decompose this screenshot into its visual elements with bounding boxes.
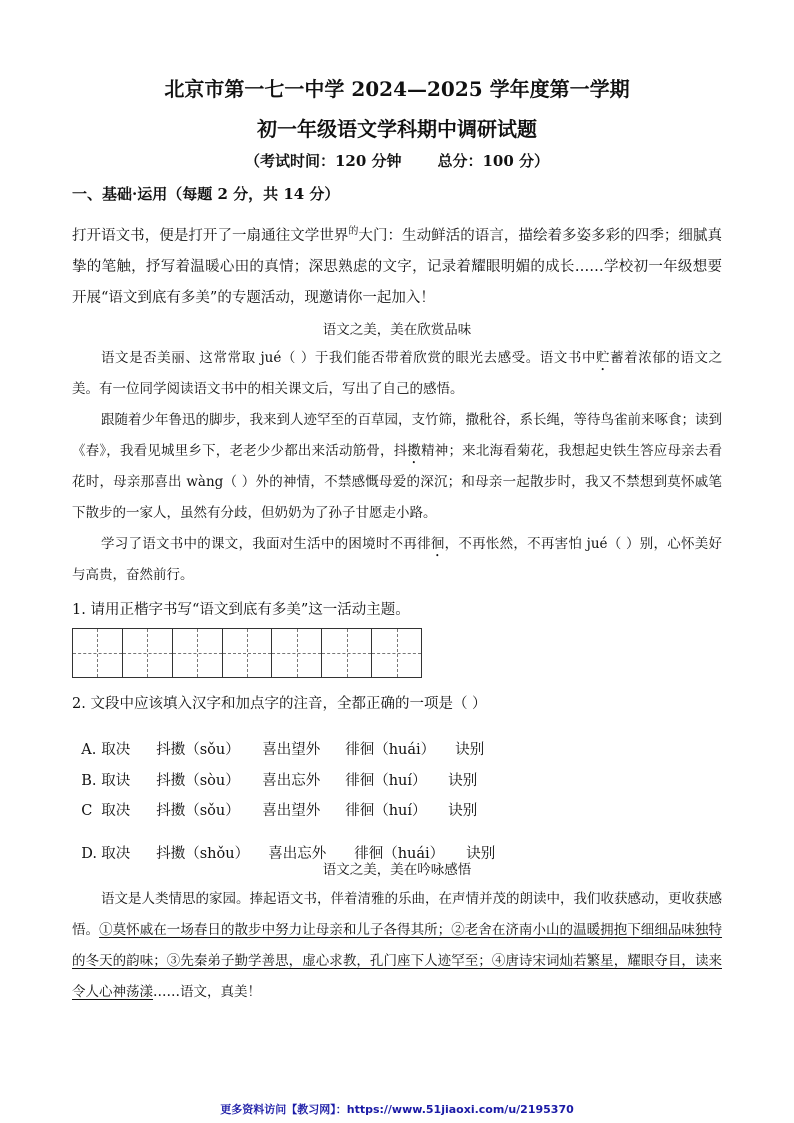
writing-cell[interactable]	[272, 629, 322, 677]
option-d[interactable]: D. 取决 抖擞（shǒu） 喜出忘外 徘徊（huái） 诀别	[81, 846, 496, 862]
passage2-subtitle: 语文之美，美在吟咏感悟	[322, 862, 472, 878]
question-2: 2. 文段中应该填入汉字和加点字的注音，全都正确的一项是（ ）	[72, 696, 487, 712]
writing-cell[interactable]	[322, 629, 372, 677]
underlined-sentences: ①莫怀戚在一场春日的散步中努力让母亲和儿子各得其所；②老舍在济南小山的温暖拥抱下细细品味独特的冬天的韵味；③先秦弟子勤学善思，虚心求教，孔门座下人迹罕至；④唐诗宋词灿若繁星，耀眼夺目，读来令人心神荡漾	[72, 922, 723, 1000]
passage1-para1: 语文是否美丽、这常常取 jué（ ）于我们能否带着欣赏的眼光去感受。语文书中贮蓄着浓郁的语文之美。有一位同学阅读语文书中的相关课文后，写出了自己的感悟。	[72, 350, 723, 397]
option-a[interactable]: A. 取决 抖擞（sǒu） 喜出望外 徘徊（huái） 诀别	[81, 742, 485, 758]
footer-link[interactable]: 更多资料访问【教习网】：https://www.51jiaoxi.com/u/2195370	[220, 1103, 574, 1116]
writing-cell[interactable]	[372, 629, 421, 677]
passage1-subtitle: 语文之美，美在欣赏品味	[322, 322, 472, 338]
passage1-para2: 跟随着少年鲁迅的脚步，我来到人迹罕至的百草园，支竹筛，撒秕谷，系长绳，等待鸟雀前来啄食；读到《春》，我看见城里乡下，老老少少都出来活动筋骨，抖擞精神；来北海看菊花，我想起史铁生答应母亲去看花时，母亲那喜出 wàng（ ）外的神情，不禁感慨母爱的深沉；和母亲一起散步时，我又不禁想到莫怀戚笔下散步的一家人，虽然有分歧，但奶奶为了孙子甘愿走小路。	[72, 412, 723, 521]
option-c[interactable]: C 取决 抖擞（sǒu） 喜出望外 徘徊（huí） 诀别	[81, 803, 478, 819]
writing-cell[interactable]	[73, 629, 123, 677]
section-heading: 一、基础·运用（每题 2 分，共 14 分）	[72, 185, 340, 203]
writing-cell[interactable]	[123, 629, 173, 677]
passage2-para1: 语文是人类情思的家园。捧起语文书，伴着清雅的乐曲，在声情并茂的朗读中，我们收获感动，更收获感悟。①莫怀戚在一场春日的散步中努力让母亲和儿子各得其所；②老舍在济南小山的温暖拥抱下细细品味独特的冬天的韵味；③先秦弟子勤学善思，虚心求教，孔门座下人迹罕至；④唐诗宋词灿若繁星，耀眼夺目，读来令人心神荡漾……语文，真美！	[72, 891, 723, 1000]
option-b[interactable]: B. 取诀 抖擞（sòu） 喜出忘外 徘徊（huí） 诀别	[81, 773, 478, 789]
exam-title-line2: 初一年级语文学科期中调研试题	[257, 117, 537, 141]
passage1-para3: 学习了语文书中的课文，我面对生活中的困境时不再徘徊，不再怅然，不再害怕 jué（ ）别，心怀美好与高贵，奋然前行。	[72, 536, 723, 583]
writing-cell[interactable]	[223, 629, 273, 677]
writing-grid[interactable]	[72, 628, 422, 678]
question-1: 1. 请用正楷字书写“语文到底有多美”这一活动主题。	[72, 602, 410, 618]
exam-title-line1: 北京市第一七一中学 2024—2025 学年度第一学期	[164, 77, 630, 101]
exam-time: （考试时间：120 分钟	[244, 152, 402, 170]
intro-paragraph: 打开语文书，便是打开了一扇通往文学世界$^的$大门：生动鲜活的语言，描绘着多姿多彩的四季；细腻真挚的笔触，抒写着温暖心田的真情；深思熟虑的文字，记录着耀眼明媚的成长……学校初一年级想要开展“语文到底有多美”的专题活动，现邀请你一起加入！	[72, 226, 723, 306]
writing-cell[interactable]	[173, 629, 223, 677]
exam-meta	[0, 150, 794, 171]
total-score: 总分：100 分）	[437, 152, 550, 170]
